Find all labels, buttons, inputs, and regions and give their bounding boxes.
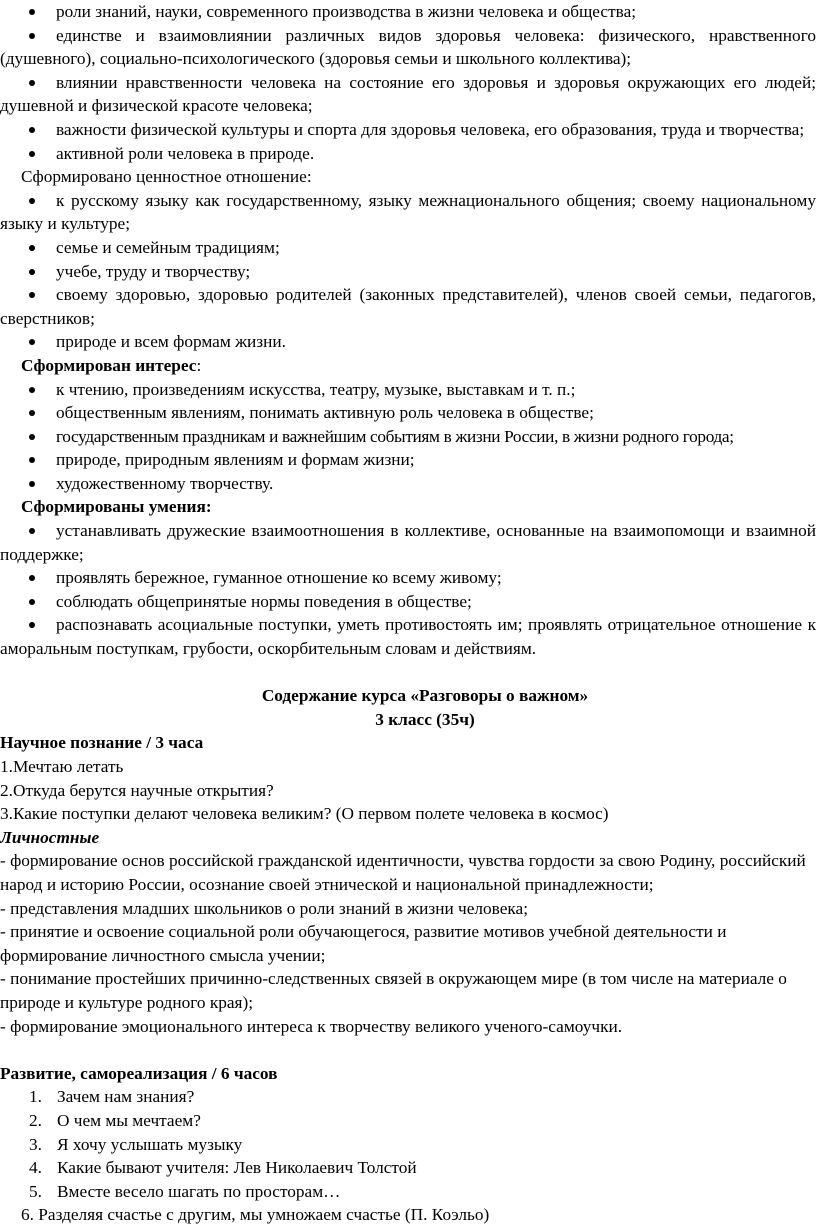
- list-item: соблюдать общепринятые нормы поведения в обществе;: [0, 590, 816, 614]
- list-item: природе, природным явлениям и формам жизни;: [0, 448, 816, 472]
- bullet-icon: [29, 198, 35, 204]
- bullet-icon: [29, 481, 35, 487]
- course-subtitle: 3 класс (35ч): [375, 709, 475, 729]
- list-item: роли знаний, науки, современного производства в жизни человека и общества;: [0, 0, 816, 24]
- bullet-icon: [29, 80, 35, 86]
- personal-item: - понимание простейших причинно-следственных связей в окружающем мире (в том числе на материале о природе и культуре родного края);: [0, 969, 787, 1012]
- list-item: важности физической культуры и спорта для здоровья человека, его образования, труда и творчества;: [0, 118, 816, 142]
- topic-item: 1.Мечтаю летать: [0, 757, 124, 776]
- list-item: распознавать асоциальные поступки, уметь противостоять им; проявлять отрицательное отношение к аморальным поступкам, грубости, оскорбительным словам и действиям.: [0, 615, 816, 659]
- personal-item: - представления младших школьников о роли знаний в жизни человека;: [0, 898, 528, 918]
- list-item: к чтению, произведениям искусства, театру, музыке, выставкам и т. п.;: [0, 378, 816, 402]
- list-item: устанавливать дружеские взаимоотношения в коллективе, основанные на взаимопомощи и взаимной поддержке;: [0, 521, 816, 564]
- bullet-icon: [29, 245, 35, 251]
- knowledge-list: [0, 0, 816, 165]
- bullet-icon: [29, 387, 35, 393]
- list-item: влиянии нравственности человека на состояние его здоровья и здоровья окружающих его людей; душевной и физической красоте человека;: [0, 72, 816, 116]
- bullet-icon: [29, 434, 35, 440]
- interest-heading: Сформирован интерес:: [21, 355, 202, 375]
- personal-heading: Личностные: [0, 827, 100, 847]
- list-item: 1. Зачем нам знания?: [29, 1087, 195, 1107]
- list-item: 2. О чем мы мечтаем?: [29, 1110, 201, 1130]
- list-item: семье и семейным традициям;: [0, 236, 816, 260]
- topic-list: [0, 1085, 816, 1227]
- bullet-icon: [29, 151, 35, 157]
- value-heading: Сформировано ценностное отношение:: [21, 167, 312, 187]
- list-item: 6. Разделяя счастье с другим, мы умножаем счастье (П. Коэльо): [21, 1205, 490, 1225]
- list-item: 5. Вместе весело шагать по просторам…: [29, 1181, 341, 1201]
- list-item: своему здоровью, здоровью родителей (законных представителей), членов своей семьи, педагогов, сверстников;: [0, 285, 816, 328]
- list-item: природе и всем формам жизни.: [0, 330, 816, 354]
- bullet-icon: [29, 9, 35, 15]
- list-item: учебе, труду и творчеству;: [0, 260, 816, 284]
- list-item: 4. Какие бывают учителя: Лев Николаевич Толстой: [29, 1158, 417, 1178]
- section-title: Развитие, самореализация / 6 часов: [0, 1063, 278, 1083]
- personal-item: - принятие и освоение социальной роли обучающегося, развитие мотивов учебной деятельности и формирование личностного смысла учении;: [0, 922, 727, 965]
- list-item: художественному творчеству.: [0, 472, 816, 496]
- bullet-icon: [29, 599, 35, 605]
- topic-item: 2.Откуда берутся научные открытия?: [0, 780, 274, 800]
- skills-list: [0, 519, 816, 661]
- list-item: государственным праздникам и важнейшим событиям в жизни России, в жизни родного города;: [0, 425, 816, 449]
- interest-list: [0, 378, 816, 496]
- list-item: единстве и взаимовлиянии различных видов здоровья человека: физического, нравственного (душевного), социально-психологического (здоровья семьи и школьного коллектива);: [0, 25, 816, 69]
- course-title: Содержание курса «Разговоры о важном»: [261, 686, 589, 706]
- topic-item: 3.Какие поступки делают человека великим? (О первом полете человека в космос): [0, 804, 609, 824]
- section-title: Научное познание / 3 часа: [0, 733, 204, 753]
- list-item: общественным явлениям, понимать активную роль человека в обществе;: [0, 401, 816, 425]
- personal-item: - формирование основ российской гражданской идентичности, чувства гордости за свою Родину, российский народ и историю России, осознание своей этнической и национальной принадлежности;: [0, 851, 806, 894]
- list-item: 3. Я хочу услышать музыку: [29, 1134, 243, 1154]
- bullet-icon: [29, 127, 35, 133]
- bullet-icon: [29, 33, 35, 39]
- value-list: [0, 189, 816, 354]
- skills-heading: Сформированы умения:: [21, 497, 212, 517]
- bullet-icon: [29, 269, 35, 275]
- list-item: к русскому языку как государственному, языку межнационального общения; своему национальному языку и культуре;: [0, 190, 816, 234]
- personal-item: - формирование эмоционального интереса к творчеству великого ученого-самоучки.: [0, 1016, 623, 1036]
- list-item: проявлять бережное, гуманное отношение ко всему живому;: [0, 566, 816, 590]
- list-item: активной роли человека в природе.: [0, 142, 816, 166]
